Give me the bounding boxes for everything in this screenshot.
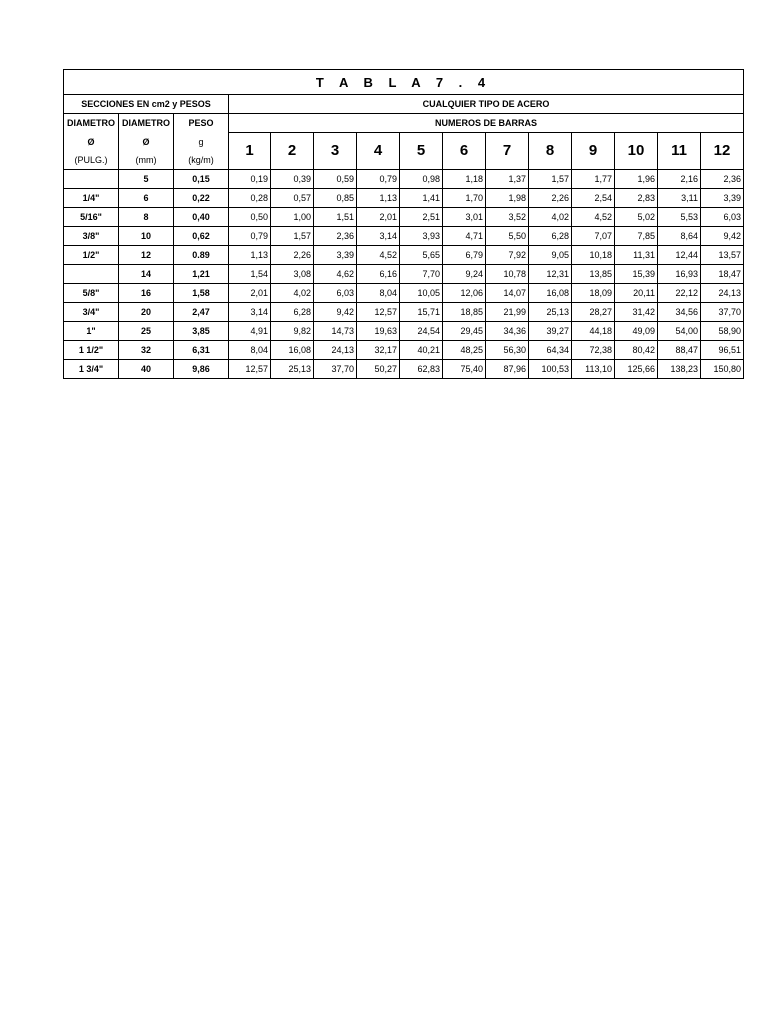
diameter-inches-cell: 1 1/2" bbox=[64, 340, 119, 359]
area-cell: 0,79 bbox=[357, 169, 400, 188]
area-cell: 18,85 bbox=[443, 302, 486, 321]
bar-count-header: 5 bbox=[400, 133, 443, 170]
area-cell: 4,62 bbox=[314, 264, 357, 283]
area-cell: 9,42 bbox=[701, 226, 744, 245]
table-title: T A B L A 7 . 4 bbox=[64, 70, 744, 95]
area-cell: 1,51 bbox=[314, 207, 357, 226]
area-cell: 0,98 bbox=[400, 169, 443, 188]
area-cell: 4,02 bbox=[529, 207, 572, 226]
diameter-mm-cell: 32 bbox=[119, 340, 174, 359]
peso-symbol: g bbox=[174, 133, 229, 151]
diameter-inches-cell: 3/4" bbox=[64, 302, 119, 321]
diameter-mm-cell: 20 bbox=[119, 302, 174, 321]
area-cell: 3,11 bbox=[658, 188, 701, 207]
area-cell: 1,13 bbox=[229, 245, 271, 264]
weight-cell: 0,15 bbox=[174, 169, 229, 188]
unit-pulg: (PULG.) bbox=[64, 151, 119, 170]
table-row bbox=[64, 283, 744, 302]
bar-count-header: 9 bbox=[572, 133, 615, 170]
diameter-inches-cell bbox=[64, 264, 119, 283]
diameter-inches-cell: 1/2" bbox=[64, 245, 119, 264]
area-cell: 14,07 bbox=[486, 283, 529, 302]
diameter-mm-cell: 25 bbox=[119, 321, 174, 340]
weight-cell: 3,85 bbox=[174, 321, 229, 340]
weight-cell: 0,22 bbox=[174, 188, 229, 207]
area-cell: 0,79 bbox=[229, 226, 271, 245]
area-cell: 56,30 bbox=[486, 340, 529, 359]
area-cell: 10,18 bbox=[572, 245, 615, 264]
area-cell: 1,70 bbox=[443, 188, 486, 207]
area-cell: 0,85 bbox=[314, 188, 357, 207]
weight-cell: 0,62 bbox=[174, 226, 229, 245]
area-cell: 15,71 bbox=[400, 302, 443, 321]
bar-count-header: 4 bbox=[357, 133, 400, 170]
table-row bbox=[64, 226, 744, 245]
bar-count-header: 11 bbox=[658, 133, 701, 170]
area-cell: 24,54 bbox=[400, 321, 443, 340]
area-cell: 6,79 bbox=[443, 245, 486, 264]
table-row bbox=[64, 321, 744, 340]
area-cell: 2,51 bbox=[400, 207, 443, 226]
area-cell: 16,08 bbox=[529, 283, 572, 302]
diameter-mm-cell: 8 bbox=[119, 207, 174, 226]
area-cell: 5,50 bbox=[486, 226, 529, 245]
weight-cell: 0,40 bbox=[174, 207, 229, 226]
diameter-inches-cell: 5/16" bbox=[64, 207, 119, 226]
area-cell: 25,13 bbox=[271, 359, 314, 378]
area-cell: 1,77 bbox=[572, 169, 615, 188]
area-cell: 3,93 bbox=[400, 226, 443, 245]
diameter-mm-cell: 14 bbox=[119, 264, 174, 283]
area-cell: 87,96 bbox=[486, 359, 529, 378]
area-cell: 125,66 bbox=[615, 359, 658, 378]
area-cell: 9,24 bbox=[443, 264, 486, 283]
area-cell: 1,96 bbox=[615, 169, 658, 188]
area-cell: 49,09 bbox=[615, 321, 658, 340]
area-cell: 44,18 bbox=[572, 321, 615, 340]
diameter-mm-cell: 6 bbox=[119, 188, 174, 207]
area-cell: 2,36 bbox=[314, 226, 357, 245]
area-cell: 12,57 bbox=[229, 359, 271, 378]
area-cell: 12,31 bbox=[529, 264, 572, 283]
area-cell: 10,78 bbox=[486, 264, 529, 283]
area-cell: 20,11 bbox=[615, 283, 658, 302]
bar-count-header: 3 bbox=[314, 133, 357, 170]
diameter-mm-cell: 40 bbox=[119, 359, 174, 378]
area-cell: 32,17 bbox=[357, 340, 400, 359]
area-cell: 2,26 bbox=[529, 188, 572, 207]
area-cell: 50,27 bbox=[357, 359, 400, 378]
area-cell: 8,04 bbox=[357, 283, 400, 302]
area-cell: 3,08 bbox=[271, 264, 314, 283]
area-cell: 62,83 bbox=[400, 359, 443, 378]
area-cell: 14,73 bbox=[314, 321, 357, 340]
area-cell: 4,91 bbox=[229, 321, 271, 340]
area-cell: 7,70 bbox=[400, 264, 443, 283]
area-cell: 4,02 bbox=[271, 283, 314, 302]
area-cell: 113,10 bbox=[572, 359, 615, 378]
diameter-inches-cell: 5/8" bbox=[64, 283, 119, 302]
table-row bbox=[64, 340, 744, 359]
area-cell: 54,00 bbox=[658, 321, 701, 340]
area-cell: 18,09 bbox=[572, 283, 615, 302]
area-cell: 11,31 bbox=[615, 245, 658, 264]
area-cell: 19,63 bbox=[357, 321, 400, 340]
area-cell: 96,51 bbox=[701, 340, 744, 359]
bar-count-header: 7 bbox=[486, 133, 529, 170]
area-cell: 3,01 bbox=[443, 207, 486, 226]
table-row bbox=[64, 359, 744, 378]
weight-cell: 1,58 bbox=[174, 283, 229, 302]
area-cell: 12,57 bbox=[357, 302, 400, 321]
area-cell: 37,70 bbox=[314, 359, 357, 378]
area-cell: 9,82 bbox=[271, 321, 314, 340]
area-cell: 13,85 bbox=[572, 264, 615, 283]
area-cell: 13,57 bbox=[701, 245, 744, 264]
area-cell: 34,36 bbox=[486, 321, 529, 340]
area-cell: 9,42 bbox=[314, 302, 357, 321]
area-cell: 3,52 bbox=[486, 207, 529, 226]
area-cell: 58,90 bbox=[701, 321, 744, 340]
numeros-header: NUMEROS DE BARRAS bbox=[229, 114, 744, 133]
diameter-mm-cell: 12 bbox=[119, 245, 174, 264]
weight-cell: 1,21 bbox=[174, 264, 229, 283]
area-cell: 3,14 bbox=[229, 302, 271, 321]
area-cell: 24,13 bbox=[701, 283, 744, 302]
diameter-inches-cell: 1 3/4" bbox=[64, 359, 119, 378]
area-cell: 72,38 bbox=[572, 340, 615, 359]
area-cell: 5,65 bbox=[400, 245, 443, 264]
area-cell: 2,01 bbox=[229, 283, 271, 302]
area-cell: 2,83 bbox=[615, 188, 658, 207]
area-cell: 48,25 bbox=[443, 340, 486, 359]
diameter-symbol-pulg: Ø bbox=[64, 133, 119, 151]
bar-count-header: 2 bbox=[271, 133, 314, 170]
area-cell: 0,59 bbox=[314, 169, 357, 188]
area-cell: 2,01 bbox=[357, 207, 400, 226]
area-cell: 7,92 bbox=[486, 245, 529, 264]
area-cell: 0,57 bbox=[271, 188, 314, 207]
area-cell: 8,64 bbox=[658, 226, 701, 245]
area-cell: 80,42 bbox=[615, 340, 658, 359]
area-cell: 64,34 bbox=[529, 340, 572, 359]
area-cell: 4,52 bbox=[357, 245, 400, 264]
area-cell: 0,50 bbox=[229, 207, 271, 226]
diameter-inches-cell: 1/4" bbox=[64, 188, 119, 207]
area-cell: 1,13 bbox=[357, 188, 400, 207]
area-cell: 40,21 bbox=[400, 340, 443, 359]
unit-kgm: (kg/m) bbox=[174, 151, 229, 170]
area-cell: 6,28 bbox=[271, 302, 314, 321]
area-cell: 18,47 bbox=[701, 264, 744, 283]
table-row bbox=[64, 169, 744, 188]
diametro-pulg-header: DIAMETRO bbox=[64, 114, 119, 133]
area-cell: 1,41 bbox=[400, 188, 443, 207]
area-cell: 88,47 bbox=[658, 340, 701, 359]
area-cell: 1,57 bbox=[529, 169, 572, 188]
area-cell: 0,19 bbox=[229, 169, 271, 188]
area-cell: 28,27 bbox=[572, 302, 615, 321]
table-row bbox=[64, 302, 744, 321]
area-cell: 5,02 bbox=[615, 207, 658, 226]
area-cell: 75,40 bbox=[443, 359, 486, 378]
area-cell: 3,39 bbox=[701, 188, 744, 207]
area-cell: 7,07 bbox=[572, 226, 615, 245]
table-row bbox=[64, 264, 744, 283]
table-row bbox=[64, 188, 744, 207]
area-cell: 6,28 bbox=[529, 226, 572, 245]
area-cell: 100,53 bbox=[529, 359, 572, 378]
cualquier-header: CUALQUIER TIPO DE ACERO bbox=[229, 95, 744, 114]
diameter-mm-cell: 16 bbox=[119, 283, 174, 302]
peso-header: PESO bbox=[174, 114, 229, 133]
diameter-inches-cell: 3/8" bbox=[64, 226, 119, 245]
bar-count-header: 12 bbox=[701, 133, 744, 170]
area-cell: 0,28 bbox=[229, 188, 271, 207]
area-cell: 0,39 bbox=[271, 169, 314, 188]
area-cell: 7,85 bbox=[615, 226, 658, 245]
area-cell: 1,37 bbox=[486, 169, 529, 188]
area-cell: 24,13 bbox=[314, 340, 357, 359]
area-cell: 31,42 bbox=[615, 302, 658, 321]
table-row bbox=[64, 207, 744, 226]
area-cell: 4,71 bbox=[443, 226, 486, 245]
area-cell: 9,05 bbox=[529, 245, 572, 264]
area-cell: 16,93 bbox=[658, 264, 701, 283]
area-cell: 29,45 bbox=[443, 321, 486, 340]
area-cell: 37,70 bbox=[701, 302, 744, 321]
steel-table-sheet bbox=[63, 69, 743, 379]
area-cell: 2,26 bbox=[271, 245, 314, 264]
area-cell: 138,23 bbox=[658, 359, 701, 378]
area-cell: 1,98 bbox=[486, 188, 529, 207]
area-cell: 22,12 bbox=[658, 283, 701, 302]
area-cell: 2,54 bbox=[572, 188, 615, 207]
area-cell: 1,18 bbox=[443, 169, 486, 188]
weight-cell: 6,31 bbox=[174, 340, 229, 359]
area-cell: 3,14 bbox=[357, 226, 400, 245]
area-cell: 12,06 bbox=[443, 283, 486, 302]
area-cell: 2,36 bbox=[701, 169, 744, 188]
diameter-inches-cell bbox=[64, 169, 119, 188]
area-cell: 2,16 bbox=[658, 169, 701, 188]
bar-count-header: 1 bbox=[229, 133, 271, 170]
area-cell: 4,52 bbox=[572, 207, 615, 226]
weight-cell: 9,86 bbox=[174, 359, 229, 378]
area-cell: 6,16 bbox=[357, 264, 400, 283]
bar-count-header: 10 bbox=[615, 133, 658, 170]
bar-count-header: 6 bbox=[443, 133, 486, 170]
area-cell: 1,57 bbox=[271, 226, 314, 245]
area-cell: 21,99 bbox=[486, 302, 529, 321]
diameter-symbol-mm: Ø bbox=[119, 133, 174, 151]
weight-cell: 0.89 bbox=[174, 245, 229, 264]
area-cell: 150,80 bbox=[701, 359, 744, 378]
area-cell: 6,03 bbox=[701, 207, 744, 226]
area-cell: 10,05 bbox=[400, 283, 443, 302]
unit-mm: (mm) bbox=[119, 151, 174, 170]
area-cell: 3,39 bbox=[314, 245, 357, 264]
table-row bbox=[64, 245, 744, 264]
diameter-mm-cell: 5 bbox=[119, 169, 174, 188]
area-cell: 8,04 bbox=[229, 340, 271, 359]
secciones-header: SECCIONES EN cm2 y PESOS bbox=[64, 95, 229, 114]
area-cell: 34,56 bbox=[658, 302, 701, 321]
area-cell: 25,13 bbox=[529, 302, 572, 321]
area-cell: 15,39 bbox=[615, 264, 658, 283]
area-cell: 1,00 bbox=[271, 207, 314, 226]
diametro-mm-header: DIAMETRO bbox=[119, 114, 174, 133]
area-cell: 1,54 bbox=[229, 264, 271, 283]
area-cell: 16,08 bbox=[271, 340, 314, 359]
bar-count-header: 8 bbox=[529, 133, 572, 170]
weight-cell: 2,47 bbox=[174, 302, 229, 321]
area-cell: 5,53 bbox=[658, 207, 701, 226]
diameter-inches-cell: 1" bbox=[64, 321, 119, 340]
area-cell: 12,44 bbox=[658, 245, 701, 264]
area-cell: 6,03 bbox=[314, 283, 357, 302]
steel-bar-table bbox=[63, 69, 744, 379]
area-cell: 39,27 bbox=[529, 321, 572, 340]
diameter-mm-cell: 10 bbox=[119, 226, 174, 245]
